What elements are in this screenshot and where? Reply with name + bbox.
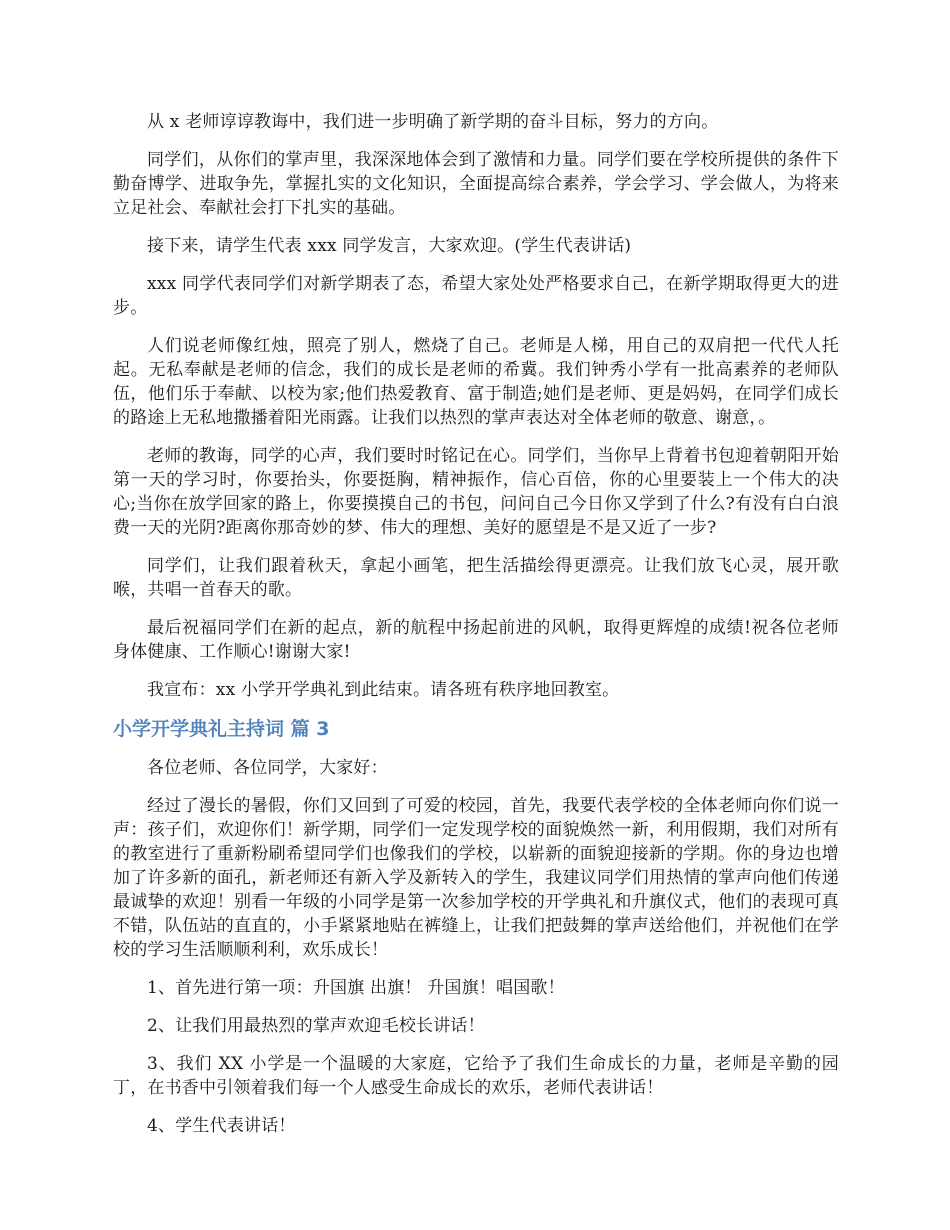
paragraph: 从 x 老师谆谆教诲中，我们进一步明确了新学期的奋斗目标，努力的方向。 [147,112,719,132]
paragraph: 经过了漫长的暑假，你们又回到了可爱的校园，首先，我要代表学校的全体老师向你们说一声：孩子们，欢迎你们！新学期，同学们一定发现学校的面貌焕然一新，利用假期，我们对所有的教室进行了重新粉刷希望同学们也像我们的学校，以崭新的面貌迎接新的学期。你的身边也增加了许多新的面孔，新老师还有新入学及新转入的学生，我建议同学们用热情的掌声向他们传递最诚挚的欢迎！别看一年级的小同学是第一次参加学校的开学典礼和升旗仪式，他们的表现可真不错，队伍站的直直的，小手紧紧地贴在裤缝上，让我们把鼓舞的掌声送给他们，并祝他们在学校的学习生活顺顺利利，欢乐成长！ [113,796,839,960]
paragraph: 同学们，让我们跟着秋天，拿起小画笔，把生活描绘得更漂亮。让我们放飞心灵，展开歌喉，共唱一首春天的歌。 [113,556,839,600]
paragraph: 最后祝福同学们在新的起点，新的航程中扬起前进的风帆，取得更辉煌的成绩!祝各位老师身体健康、工作顺心!谢谢大家! [113,618,839,662]
list-item: 3、我们 XX 小学是一个温暖的大家庭，它给予了我们生命成长的力量，老师是辛勤的园丁，在书香中引领着我们每一个人感受生命成长的欢乐，老师代表讲话！ [113,1054,839,1098]
list-item: 2、让我们用最热烈的掌声欢迎毛校长讲话！ [147,1016,485,1036]
paragraph: 老师的教诲，同学的心声，我们要时时铭记在心。同学们，当你早上背着书包迎着朝阳开始第一天的学习时，你要抬头，你要挺胸，精神振作，信心百倍，你的心里要装上一个伟大的决心;当你在放学回家的路上，你要摸摸自己的书包，问问自己今日你又学到了什么?有没有白白浪费一天的光阴?距离你那奇妙的梦、伟大的理想、美好的愿望是不是又近了一步? [113,446,839,538]
list-item: 4、学生代表讲话！ [147,1116,296,1136]
paragraph: 同学们，从你们的掌声里，我深深地体会到了激情和力量。同学们要在学校所提供的条件下勤奋博学、进取争先，掌握扎实的文化知识，全面提高综合素养，学会学习、学会做人，为将来立足社会、奉献社会打下扎实的基础。 [113,150,839,218]
section-heading: 小学开学典礼主持词 篇 3 [113,718,330,740]
paragraph: 各位老师、各位同学，大家好： [147,758,388,778]
paragraph: 接下来，请学生代表 xxx 同学发言，大家欢迎。(学生代表讲话) [147,236,632,256]
document-page [113,110,839,1152]
paragraph: 人们说老师像红烛，照亮了别人，燃烧了自己。老师是人梯，用自己的双肩把一代代人托起。无私奉献是老师的信念，我们的成长是老师的希冀。我们钟秀小学有一批高素养的老师队伍，他们乐于奉献、以校为家;他们热爱教育、富于制造;她们是老师、更是妈妈，在同学们成长的路途上无私地撒播着阳光雨露。让我们以热烈的掌声表达对全体老师的敬意、谢意，。 [113,336,839,428]
list-item: 1、首先进行第一项：升国旗 出旗！ 升国旗！唱国歌！ [147,978,565,998]
paragraph: xxx 同学代表同学们对新学期表了态，希望大家处处严格要求自己，在新学期取得更大的进步。 [113,274,839,318]
paragraph: 我宣布：xx 小学开学典礼到此结束。请各班有秩序地回教室。 [147,680,620,700]
